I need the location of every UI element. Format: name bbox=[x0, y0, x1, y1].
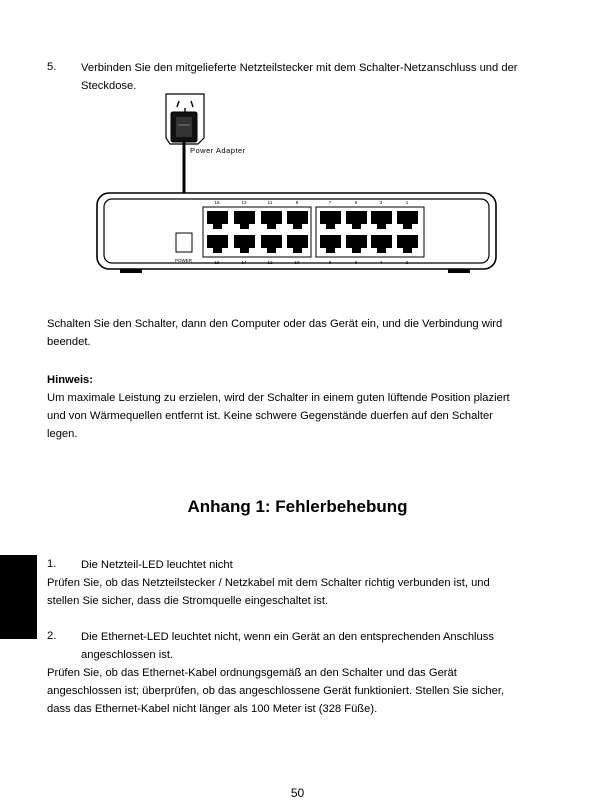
note-line-2: und von Wärmequellen entfernt ist. Keine schwere Gegenstände duerfen auf den Schalter bbox=[47, 410, 493, 422]
item-1-line-2: stellen Sie sicher, dass die Stromquelle eingeschaltet ist. bbox=[47, 595, 329, 607]
port-number-label: 5 bbox=[354, 200, 358, 205]
power-label: POWER bbox=[175, 258, 193, 263]
step-number: 5. bbox=[47, 61, 57, 73]
note-line-3: legen. bbox=[47, 428, 78, 440]
port-number-label: 3 bbox=[379, 200, 383, 205]
port-number-label: 10 bbox=[294, 260, 300, 265]
power-adapter-icon bbox=[171, 112, 197, 142]
step-text-line-1: Verbinden Sie den mitgelieferte Netzteilstecker mit dem Schalter-Netzanschluss und der bbox=[81, 62, 518, 74]
port-number-label: 12 bbox=[267, 260, 273, 265]
power-socket bbox=[176, 233, 192, 252]
paragraph-line-2: beendet. bbox=[47, 336, 91, 348]
port-number-label: 9 bbox=[295, 200, 299, 205]
note-title: Hinweis: bbox=[47, 374, 94, 386]
port-number-label: 16 bbox=[214, 260, 220, 265]
note-line-1: Um maximale Leistung zu erzielen, wird der Schalter in einem guten lüftende Position plaziert bbox=[47, 392, 510, 404]
port-number-label: 11 bbox=[267, 200, 273, 205]
page-number: 50 bbox=[290, 786, 305, 800]
port-number-label: 13 bbox=[241, 200, 247, 205]
item-2-line-2: angeschlossen ist; überprüfen, ob das angeschlossene Gerät funktioniert. Stellen Sie sicher, bbox=[47, 685, 505, 697]
port-number-label: 7 bbox=[328, 200, 332, 205]
switch-diagram bbox=[0, 0, 595, 300]
port-number-label: 14 bbox=[241, 260, 247, 265]
item-2-number: 2. bbox=[47, 630, 57, 642]
paragraph-line-1: Schalten Sie den Schalter, dann den Computer oder das Gerät ein, und die Verbindung wird bbox=[47, 318, 503, 330]
item-1-number: 1. bbox=[47, 558, 57, 570]
port-number-label: 15 bbox=[214, 200, 220, 205]
item-1-title: Die Netzteil-LED leuchtet nicht bbox=[81, 559, 233, 571]
step-text-line-2: Steckdose. bbox=[81, 80, 137, 92]
section-heading: Anhang 1: Fehlerbehebung bbox=[187, 497, 408, 516]
item-2-line-3: dass das Ethernet-Kabel nicht länger als 100 Meter ist (328 Füße). bbox=[47, 703, 378, 715]
port-number-label: 2 bbox=[405, 260, 409, 265]
item-2-title-line-2: angeschlossen ist. bbox=[81, 649, 174, 661]
item-1-line-1: Prüfen Sie, ob das Netzteilstecker / Netzkabel mit dem Schalter richtig verbunden ist, und bbox=[47, 577, 490, 589]
port-number-label: 6 bbox=[354, 260, 358, 265]
port-number-label: 1 bbox=[405, 200, 409, 205]
port-number-label: 4 bbox=[379, 260, 383, 265]
item-2-title-line-1: Die Ethernet-LED leuchtet nicht, wenn ein Gerät an den entsprechenden Anschluss bbox=[81, 631, 494, 643]
chapter-tab-marker bbox=[0, 555, 37, 639]
port-number-label: 8 bbox=[328, 260, 332, 265]
item-2-line-1: Prüfen Sie, ob das Ethernet-Kabel ordnungsgemäß an den Schalter und das Gerät bbox=[47, 667, 457, 679]
power-adapter-label: Power Adapter bbox=[190, 146, 246, 155]
